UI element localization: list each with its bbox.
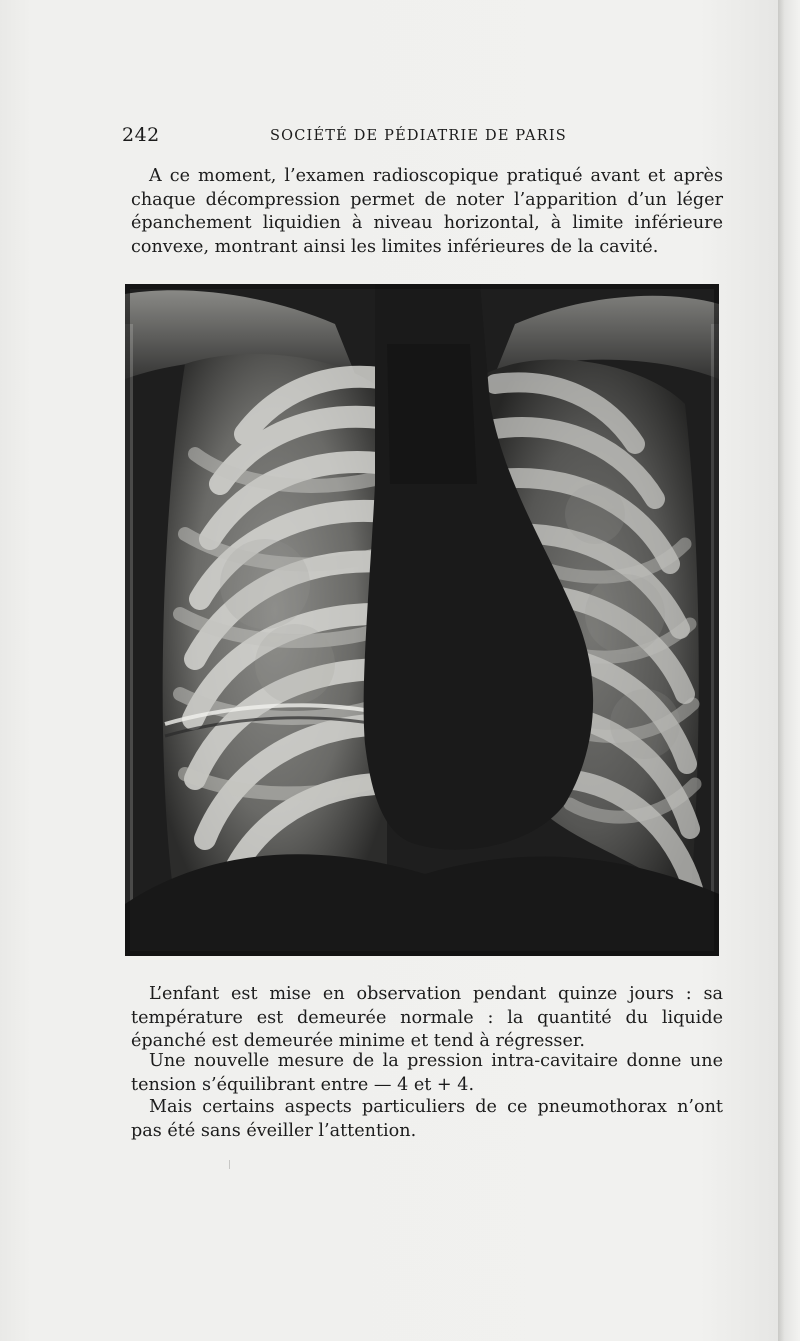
paragraph-pressure: Une nouvelle mesure de la pression intra-cavitaire donne une tension s’équilibrant entre — 4 et + 4. [131, 1051, 723, 1095]
radiograph-image [125, 284, 719, 956]
paragraph-radioscopy: A ce moment, l’examen radioscopique pratiqué avant et après chaque décompression permet de noter l’apparition d’un léger épanchement liquidien à niveau horizontal, à limite inférieure convexe, montrant ainsi les limites inférieures de la cavité. [131, 166, 723, 257]
page-number: 242 [122, 124, 160, 146]
page-edge-shadow [778, 0, 800, 1341]
page-speck [229, 1160, 230, 1169]
paragraph-attention: Mais certains aspects particuliers de ce pneumothorax n’ont pas été sans éveiller l’attention. [131, 1097, 723, 1141]
paragraph-observation: L’enfant est mise en observation pendant quinze jours : sa température est demeurée normale : la quantité du liquide épanché est demeurée minime et tend à régresser. [131, 984, 723, 1051]
running-head-title: SOCIÉTÉ DE PÉDIATRIE DE PARIS [270, 128, 567, 144]
running-head [122, 124, 720, 148]
chest-radiograph [125, 284, 719, 956]
